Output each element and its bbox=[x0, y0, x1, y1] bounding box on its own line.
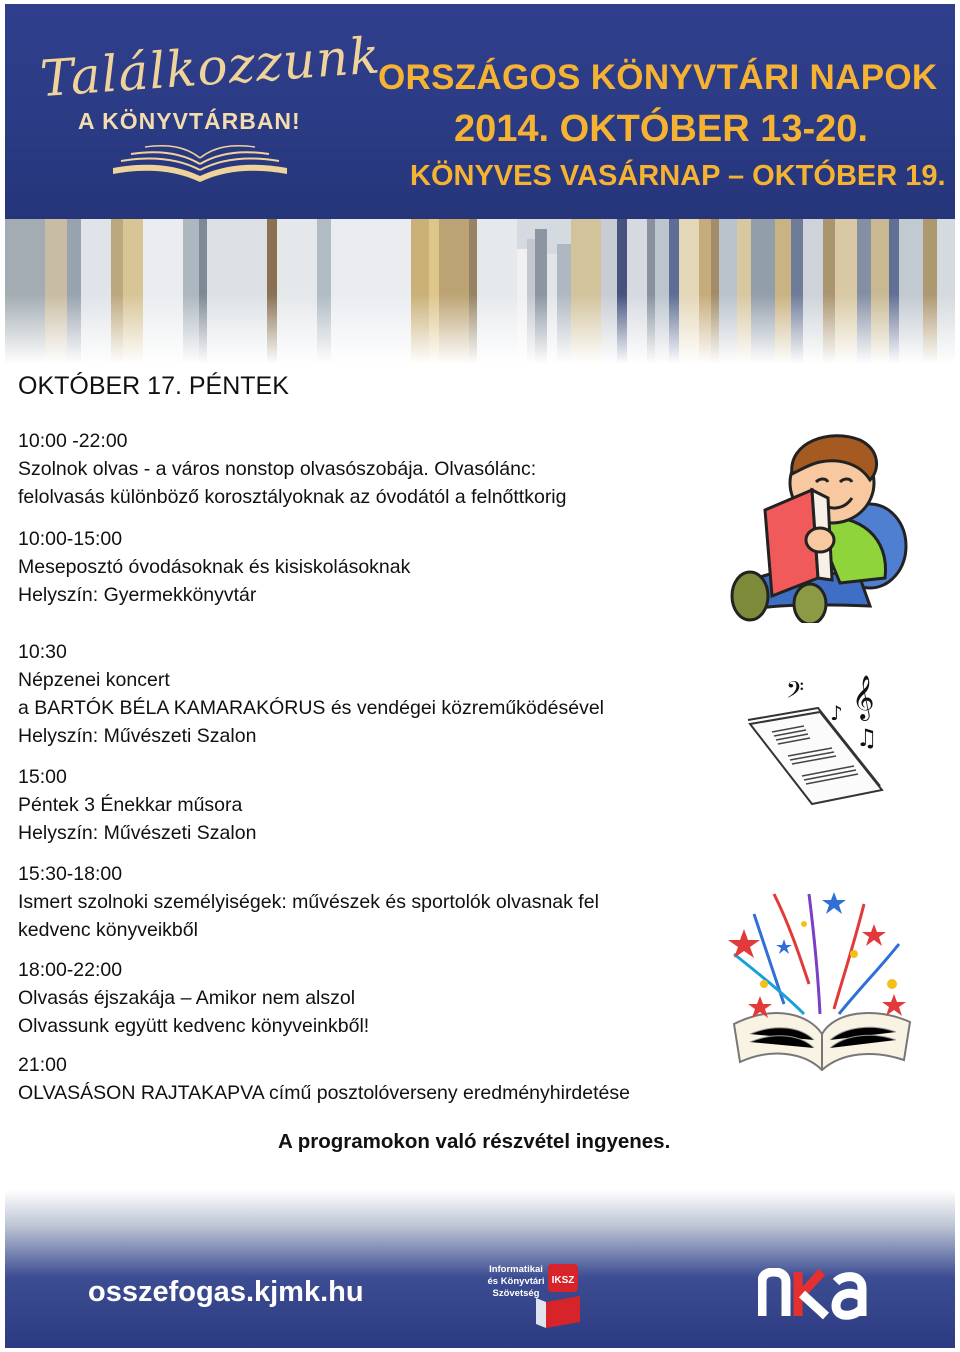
event-text: Ismert szolnoki személyiségek: művészek és sportolók olvasnak fel bbox=[18, 891, 599, 913]
fireworks-book-icon bbox=[714, 884, 924, 1084]
iksz-line: Informatikai bbox=[489, 1264, 543, 1275]
logo-subtitle: A KÖNYVTÁRBAN! bbox=[78, 108, 301, 134]
iksz-line: Szövetség bbox=[492, 1288, 540, 1299]
header-sunday: KÖNYVES VASÁRNAP – OKTÓBER 19. bbox=[410, 160, 946, 192]
event-time: 15:00 bbox=[18, 766, 67, 788]
event-block bbox=[18, 956, 369, 1040]
event-location: Helyszín: Művészeti Szalon bbox=[18, 725, 257, 747]
footer-url-link[interactable]: osszefogas.kjmk.hu bbox=[88, 1276, 364, 1308]
event-text: a BARTÓK BÉLA KAMARAKÓRUS és vendégei közreműködésével bbox=[18, 697, 604, 719]
header-title: ORSZÁGOS KÖNYVTÁRI NAPOK bbox=[378, 58, 938, 97]
event-time: 10:30 bbox=[18, 641, 67, 663]
event-time: 10:00 -22:00 bbox=[18, 430, 128, 452]
iksz-line: és Könyvtári bbox=[487, 1276, 545, 1287]
event-time: 10:00-15:00 bbox=[18, 528, 123, 550]
svg-text:𝄢: 𝄢 bbox=[786, 676, 805, 709]
sheet-music-icon bbox=[742, 672, 892, 817]
shelf-fade bbox=[5, 294, 955, 364]
svg-text:♪: ♪ bbox=[830, 701, 843, 725]
event-block bbox=[18, 763, 256, 847]
event-text: OLVASÁSON RAJTAKAPVA című posztolóverseny eredményhirdetése bbox=[18, 1082, 630, 1104]
nka-logo-icon bbox=[758, 1268, 868, 1320]
event-block bbox=[18, 638, 604, 750]
event-text: Meseposztó óvodásoknak és kisiskolásoknak bbox=[18, 556, 411, 578]
svg-text:♫: ♫ bbox=[856, 724, 878, 752]
day-title: OKTÓBER 17. PÉNTEK bbox=[18, 372, 289, 400]
event-text: felolvasás különböző korosztályoknak az óvodától a felnőttkorig bbox=[18, 486, 567, 508]
event-time: 21:00 bbox=[18, 1054, 67, 1076]
event-time: 15:30-18:00 bbox=[18, 863, 123, 885]
event-location: Helyszín: Művészeti Szalon bbox=[18, 822, 257, 844]
event-text: kedvenc könyveikből bbox=[18, 919, 198, 941]
event-location: Helyszín: Gyermekkönyvtár bbox=[18, 584, 257, 606]
bookshelf-photo bbox=[5, 219, 955, 364]
header-dates: 2014. OKTÓBER 13-20. bbox=[454, 108, 868, 150]
event-time: 18:00-22:00 bbox=[18, 959, 123, 981]
event-text: Péntek 3 Énekkar műsora bbox=[18, 794, 243, 816]
event-block bbox=[18, 525, 410, 609]
event-block bbox=[18, 1051, 630, 1107]
event-text: Szolnok olvas - a város nonstop olvasószobája. Olvasólánc: bbox=[18, 458, 537, 480]
event-text: Olvasás éjszakája – Amikor nem alszol bbox=[18, 987, 356, 1009]
iksz-name bbox=[484, 1264, 548, 1300]
reading-boy-icon bbox=[720, 428, 920, 623]
event-text: Olvassunk együtt kedvenc könyveinkből! bbox=[18, 1015, 370, 1037]
event-text: Népzenei koncert bbox=[18, 669, 170, 691]
svg-text:𝄞: 𝄞 bbox=[852, 675, 875, 719]
iksz-badge-text: IKSZ bbox=[551, 1275, 575, 1286]
event-block bbox=[18, 427, 567, 511]
free-entry-note: A programokon való részvétel ingyenes. bbox=[278, 1130, 671, 1153]
logo-script-text: Találkozzunk bbox=[38, 26, 383, 109]
event-block bbox=[18, 860, 599, 944]
open-book-logo-icon bbox=[105, 136, 295, 188]
